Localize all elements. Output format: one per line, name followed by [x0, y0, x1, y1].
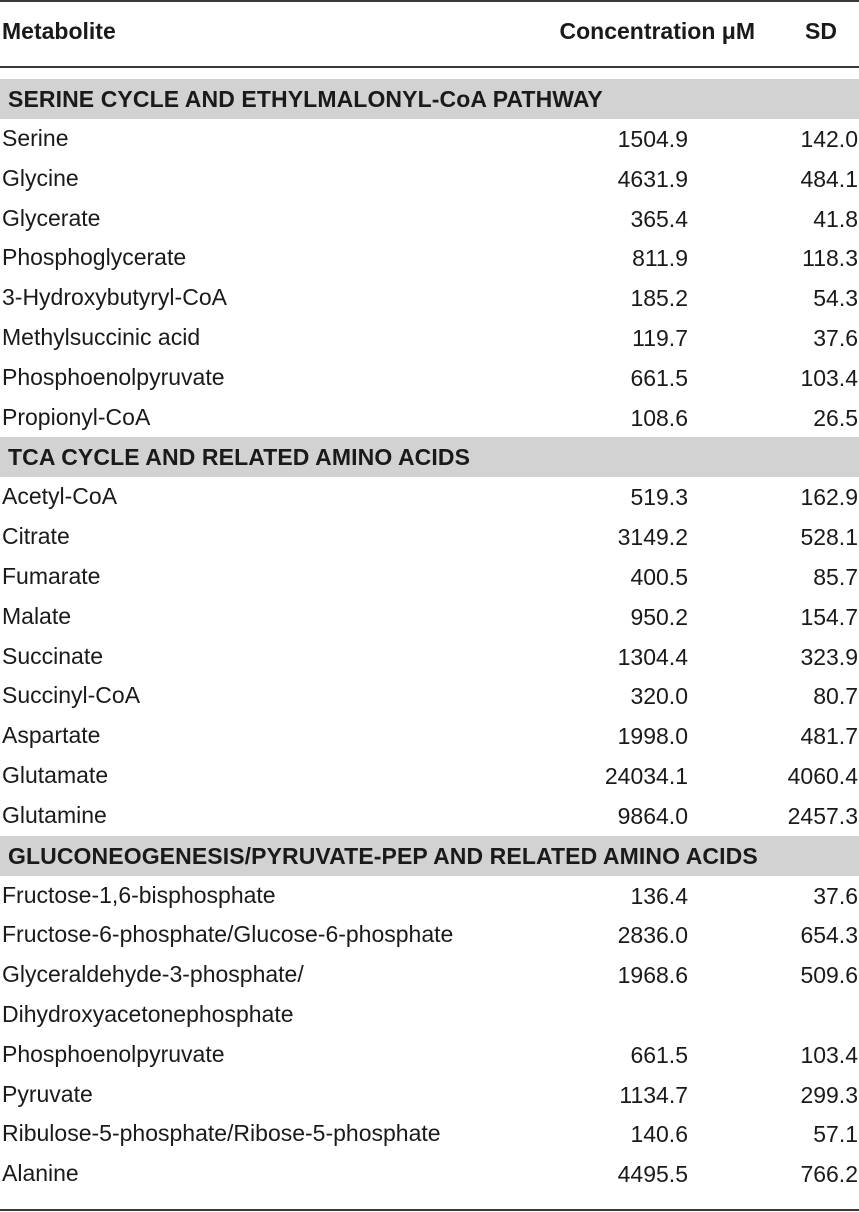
table-row [0, 796, 859, 836]
section-title: TCA CYCLE AND RELATED AMINO ACIDS [8, 444, 471, 471]
bottom-rule [0, 1209, 859, 1211]
header-metabolite: Metabolite [2, 18, 116, 44]
concentration-value: 661.5 [630, 1041, 688, 1068]
sd-value: 103.4 [800, 364, 858, 391]
concentration-value: 136.4 [630, 882, 688, 909]
sd-value: 299.3 [800, 1081, 858, 1108]
sd-value: 509.6 [800, 962, 858, 989]
metabolite-name: Succinyl-CoA [2, 682, 141, 709]
sd-value: 37.6 [813, 882, 858, 909]
sd-value: 528.1 [800, 524, 858, 551]
table-row [0, 597, 859, 637]
table-row [0, 1114, 859, 1154]
table-row [0, 517, 859, 557]
concentration-value: 24034.1 [604, 762, 688, 789]
header-sd: SD [805, 18, 837, 44]
table-row [0, 637, 859, 677]
table-row [0, 915, 859, 955]
metabolite-name: Glyceraldehyde-3-phosphate/ Dihydroxyacetonephosphate [2, 961, 304, 1027]
concentration-value: 3149.2 [617, 524, 688, 551]
table-row [0, 676, 859, 716]
table-row [0, 1075, 859, 1115]
concentration-value: 9864.0 [617, 802, 688, 829]
metabolite-name: 3-Hydroxybutyryl-CoA [2, 284, 227, 311]
metabolite-name: Aspartate [2, 722, 101, 749]
metabolite-name: Ribulose-5-phosphate/Ribose-5-phosphate [2, 1120, 441, 1147]
metabolite-name: Fumarate [2, 562, 101, 589]
table-header-row [0, 2, 859, 66]
concentration-value: 108.6 [630, 404, 688, 431]
metabolite-name: Phosphoenolpyruvate [2, 1040, 225, 1067]
concentration-value: 1968.6 [617, 962, 688, 989]
table-row [0, 716, 859, 756]
concentration-value: 320.0 [630, 683, 688, 710]
concentration-value: 811.9 [632, 245, 688, 272]
table-row [0, 1154, 859, 1194]
sd-value: 57.1 [813, 1121, 858, 1148]
metabolite-name: Citrate [2, 523, 70, 550]
header-concentration: Concentration μM [559, 18, 755, 44]
concentration-value: 140.6 [630, 1121, 688, 1148]
concentration-value: 119.7 [632, 324, 688, 351]
sd-value: 154.7 [800, 603, 858, 630]
sd-value: 162.9 [800, 484, 858, 511]
sd-value: 103.4 [800, 1041, 858, 1068]
sd-value: 26.5 [813, 404, 858, 431]
concentration-value: 661.5 [630, 364, 688, 391]
table-row [0, 756, 859, 796]
metabolite-name: Succinate [2, 642, 104, 669]
sd-value: 80.7 [813, 683, 858, 710]
sd-value: 142.0 [800, 126, 858, 152]
concentration-value: 4495.5 [617, 1161, 688, 1188]
section-header [0, 79, 859, 119]
sd-value: 54.3 [813, 285, 858, 312]
concentration-value: 1304.4 [617, 643, 688, 670]
metabolite-name: Alanine [2, 1160, 79, 1187]
header-rule [0, 66, 859, 68]
table-row [0, 199, 859, 239]
concentration-value: 185.2 [630, 285, 688, 312]
table-body [0, 79, 859, 1194]
metabolite-name: Phosphoenolpyruvate [2, 363, 225, 390]
concentration-value: 1134.7 [619, 1081, 688, 1108]
table-row [0, 557, 859, 597]
metabolite-name: Pyruvate [2, 1080, 93, 1107]
concentration-value: 1998.0 [617, 723, 688, 750]
sd-value: 85.7 [813, 563, 858, 590]
sd-value: 37.6 [813, 324, 858, 351]
metabolite-name: Fructose-6-phosphate/Glucose-6-phosphate [2, 921, 454, 948]
metabolite-name: Methylsuccinic acid [2, 323, 201, 350]
metabolite-name: Acetyl-CoA [2, 483, 118, 510]
section-title: SERINE CYCLE AND ETHYLMALONYL-CoA PATHWAY [8, 86, 603, 112]
metabolite-name: Glycine [2, 164, 79, 191]
section-title: GLUCONEOGENESIS/PYRUVATE-PEP AND RELATED AMINO ACIDS [8, 842, 758, 869]
metabolite-name: Propionyl-CoA [2, 403, 151, 430]
section-header [0, 836, 859, 876]
table-row [0, 238, 859, 278]
table-row [0, 119, 859, 159]
section-header [0, 437, 859, 477]
concentration-value: 365.4 [630, 205, 688, 232]
table-row [0, 398, 859, 438]
concentration-value: 950.2 [630, 603, 688, 630]
sd-value: 4060.4 [787, 762, 858, 789]
metabolite-name: Glycerate [2, 204, 101, 231]
table-row [0, 159, 859, 199]
table-row [0, 876, 859, 916]
table-row [0, 358, 859, 398]
concentration-value: 400.5 [630, 563, 688, 590]
sd-value: 323.9 [800, 643, 858, 670]
concentration-value: 519.3 [630, 484, 688, 511]
metabolite-name: Glutamate [2, 761, 109, 788]
concentration-value: 2836.0 [617, 922, 688, 949]
table-row [0, 278, 859, 318]
metabolite-name: Phosphoglycerate [2, 244, 187, 271]
sd-value: 481.7 [800, 723, 858, 750]
sd-value: 118.3 [802, 245, 858, 272]
metabolite-name: Serine [2, 125, 69, 151]
metabolite-name: Fructose-1,6-bisphosphate [2, 881, 276, 908]
metabolite-name: Malate [2, 602, 72, 629]
sd-value: 766.2 [800, 1161, 858, 1188]
metabolite-name: Glutamine [2, 801, 107, 828]
table-row [0, 477, 859, 517]
table-row [0, 955, 859, 1035]
sd-value: 484.1 [800, 165, 858, 192]
sd-value: 41.8 [813, 205, 858, 232]
concentration-value: 4631.9 [617, 165, 688, 192]
table-row [0, 318, 859, 358]
sd-value: 2457.3 [787, 802, 858, 829]
sd-value: 654.3 [800, 922, 858, 949]
concentration-value: 1504.9 [617, 126, 688, 152]
table-row [0, 1035, 859, 1075]
